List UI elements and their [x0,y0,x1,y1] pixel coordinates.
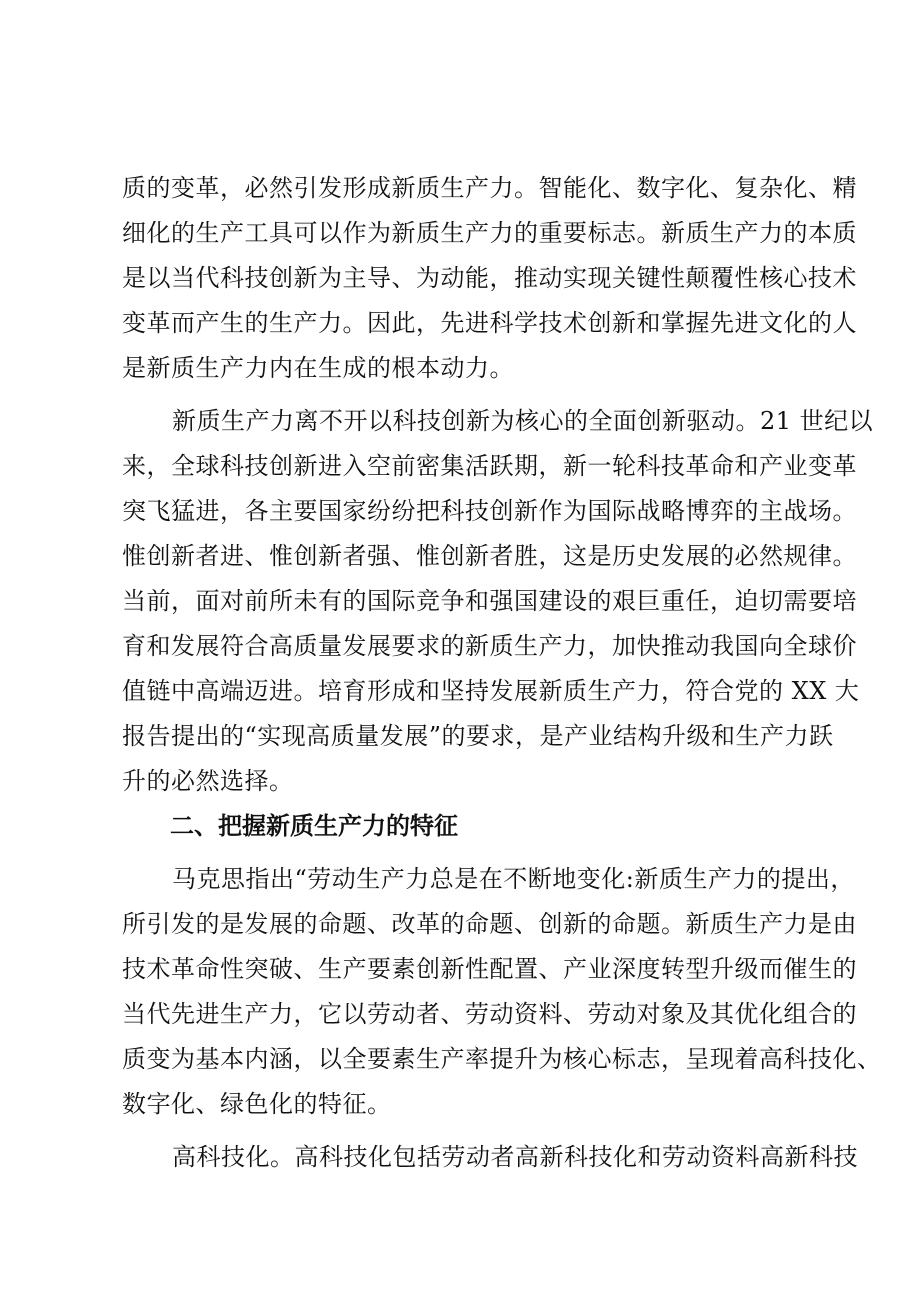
paragraph-spacer [122,391,822,399]
text-line: 值链中高端迈进。培育形成和坚持发展新质生产力，符合党的 XX 大 [122,677,860,705]
document-body [122,166,882,1180]
text-line: 细化的生产工具可以作为新质生产力的重要标志。新质生产力的本质 [122,219,857,247]
paragraph-3 [122,857,882,1127]
text-line: 技术革命性突破、生产要素创新性配置、产业深度转型升级而催生的 [122,955,857,983]
text-line: 报告提出的“实现高质量发展”的要求，是产业结构升级和生产力跃 [122,722,834,750]
text-line: 是新质生产力内在生成的根本动力。 [122,354,514,382]
text-line: 是以当代科技创新为主导、为动能，推动实现关键性颠覆性核心技术 [122,264,857,292]
text-line: 新质生产力离不开以科技创新为核心的全面创新驱动。21 世纪以 [172,407,874,435]
paragraph-4 [122,1135,858,1180]
text-line: 升的必然选择。 [122,767,294,795]
text-line: 突飞猛进，各主要国家纷纷把科技创新作为国际战略博弈的主战场。 [122,497,857,525]
text-line: 惟创新者进、惟创新者强、惟创新者胜，这是历史发展的必然规律。 [122,542,857,570]
text-line: 当代先进生产力，它以劳动者、劳动资料、劳动对象及其优化组合的 [122,1000,857,1028]
text-line: 变革而产生的生产力。因此，先进科学技术创新和掌握先进文化的人 [122,309,857,337]
section-heading: 二、把握新质生产力的特征 [170,812,458,840]
text-line: 质变为基本内涵，以全要素生产率提升为核心标志，呈现着高科技化、 [122,1045,882,1073]
paragraph-spacer [122,1127,822,1135]
paragraph-spacer [122,849,822,857]
text-line: 育和发展符合高质量发展要求的新质生产力，加快推动我国向全球价 [122,632,857,660]
text-line: 质的变革，必然引发形成新质生产力。智能化、数字化、复杂化、精 [122,174,857,202]
text-line: 所引发的是发展的命题、改革的命题、创新的命题。新质生产力是由 [122,910,857,938]
text-line: 高科技化。高科技化包括劳动者高新科技化和劳动资料高新科技 [172,1143,858,1171]
text-line: 数字化、绿色化的特征。 [122,1090,392,1118]
text-line: 马克思指出“劳动生产力总是在不断地变化:新质生产力的提出， [172,865,855,893]
text-line: 当前，面对前所未有的国际竞争和强国建设的艰巨重任，迫切需要培 [122,587,857,615]
paragraph-1 [122,166,857,391]
paragraph-2 [122,399,874,804]
text-line: 来，全球科技创新进入空前密集活跃期，新一轮科技革命和产业变革 [122,452,857,480]
